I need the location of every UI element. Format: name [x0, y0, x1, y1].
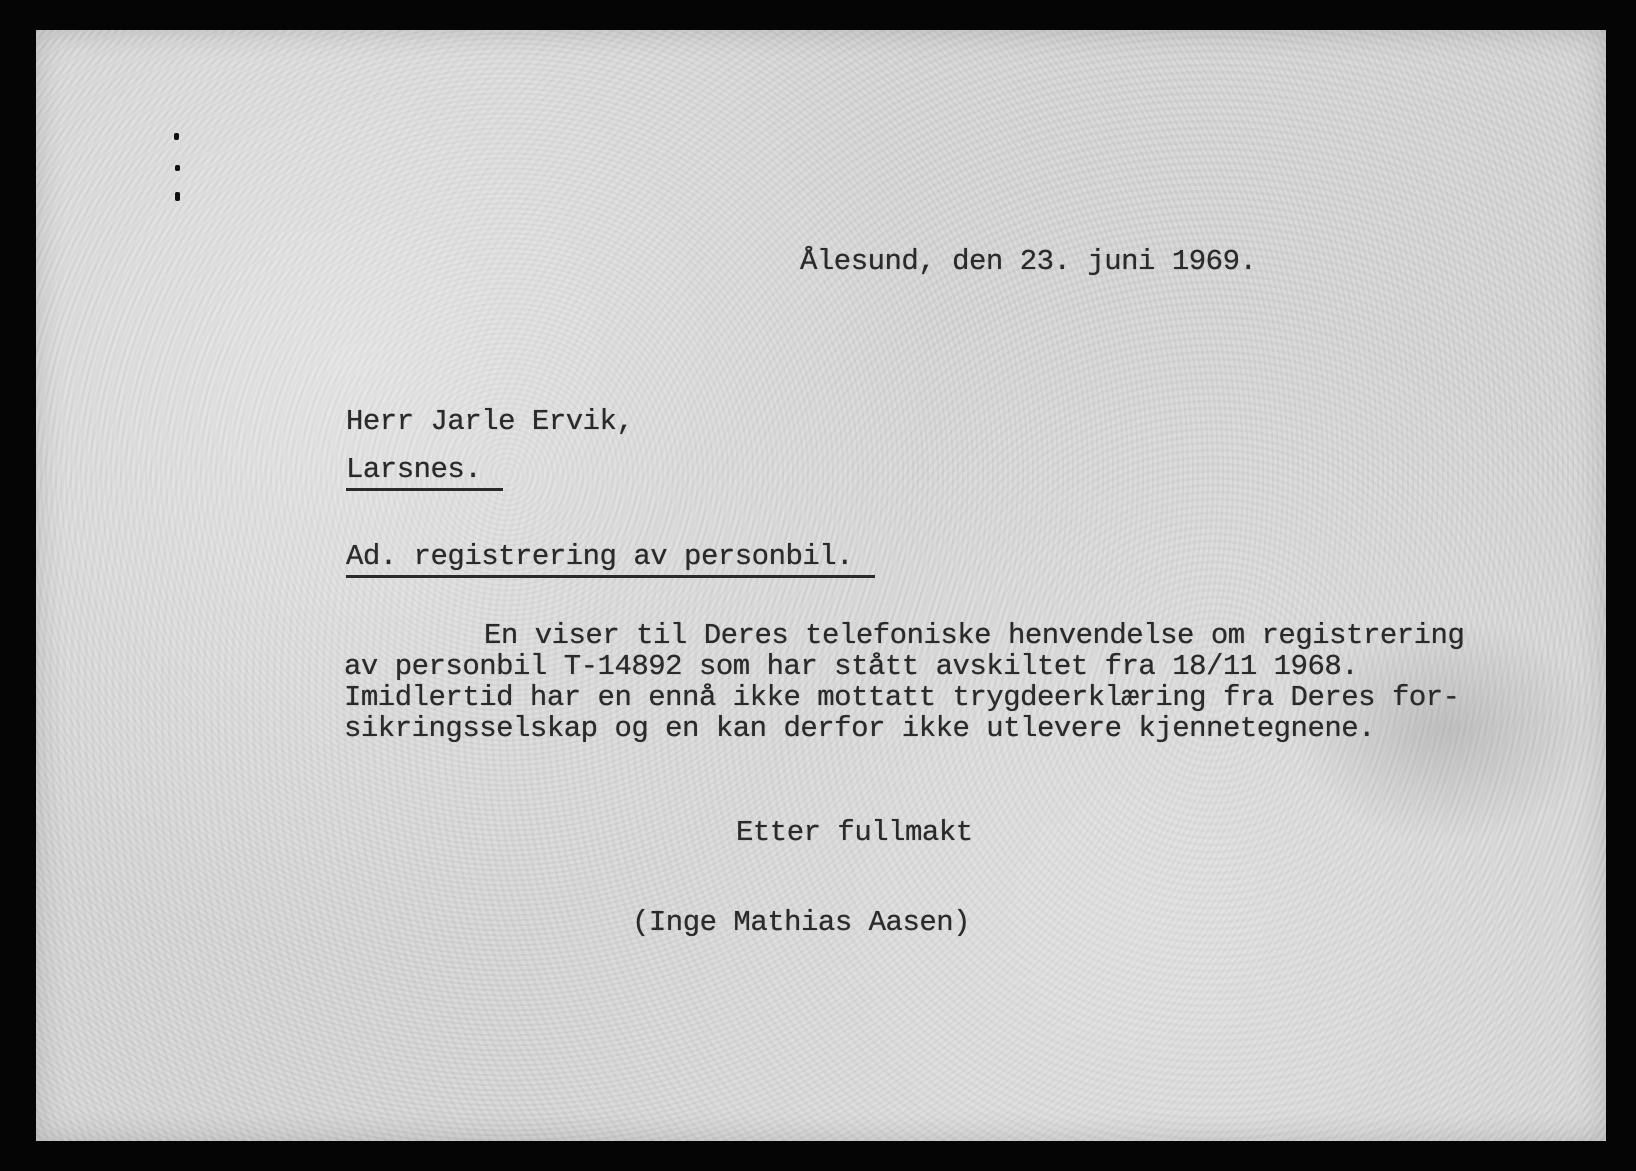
punch-mark-middle: [175, 165, 180, 171]
punch-mark-top: [174, 133, 179, 140]
body-line-1: En viser til Deres telefoniske henvendelse om registrering: [484, 619, 1465, 652]
letter-body: [344, 620, 1464, 744]
closing: Etter fullmakt: [736, 816, 973, 849]
date-line: Ålesund, den 23. juni 1969.: [800, 245, 1257, 278]
letter-sheet: [36, 30, 1606, 1141]
recipient-name: Herr Jarle Ervik,: [346, 405, 634, 438]
subject-line: Ad. registrering av personbil.: [346, 540, 875, 578]
signature: (Inge Mathias Aasen): [632, 906, 971, 939]
recipient-place: Larsnes.: [346, 453, 503, 491]
punch-mark-bottom: [175, 192, 180, 201]
body-line-2: av personbil T-14892 som har stått avskiltet fra 18/11 1968.: [344, 650, 1359, 683]
body-line-4: sikringsselskap og en kan derfor ikke utlevere kjennetegnene.: [344, 712, 1376, 745]
body-line-3: Imidlertid har en ennå ikke mottatt trygdeerklæring fra Deres for-: [344, 681, 1460, 714]
